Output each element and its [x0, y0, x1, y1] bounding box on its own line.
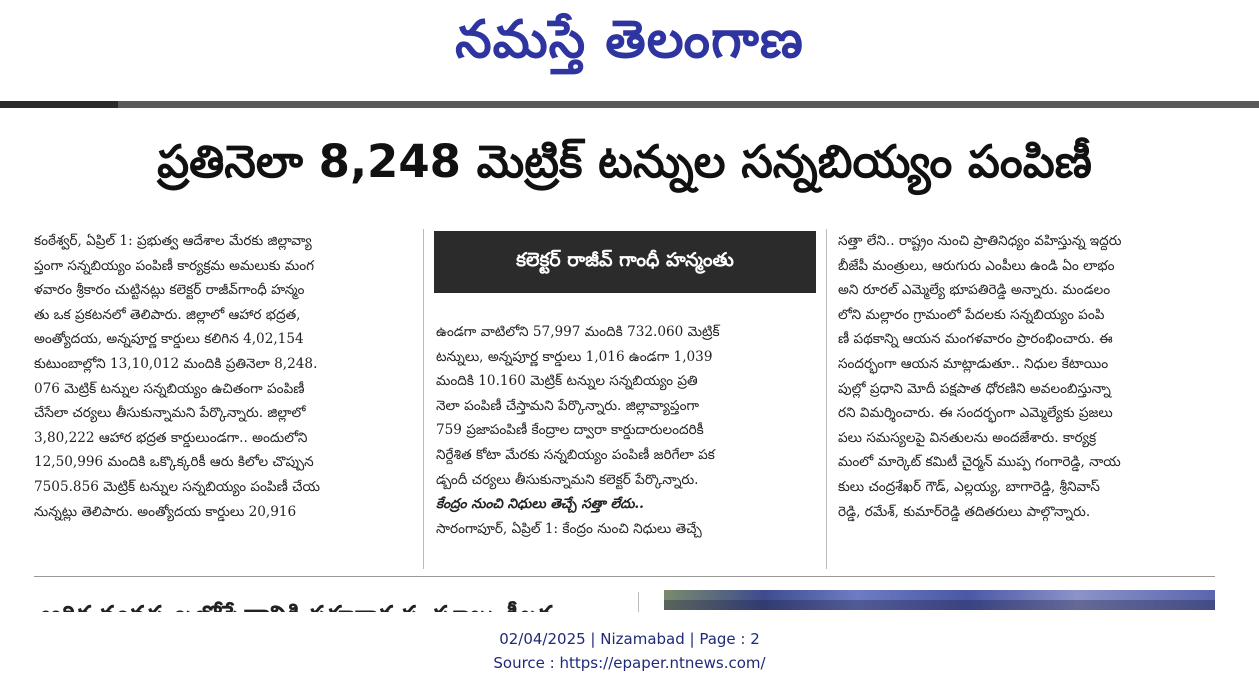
article-line: పుల్లో ప్రధాని మోదీ పక్షపాత ధోరణిని అవలంబిస్తున్నా [838, 380, 1111, 397]
masthead [0, 0, 1259, 100]
article-line: తు ఒక ప్రకటనలో తెలిపారు. జిల్లాలో ఆహార భద్రత, [34, 306, 301, 323]
column-divider-2 [826, 229, 827, 569]
article-line: సారంగాపూర్, ఏప్రిల్ 1: కేంద్రం నుంచి నిధులు తెచ్చే [436, 520, 702, 537]
masthead-rule [0, 101, 1259, 108]
article-line: ణీ పథకాన్ని ఆయన మంగళవారం ప్రారంభించారు. ఈ [838, 331, 1113, 348]
column-divider-1 [423, 229, 424, 569]
article-line: పలు సమస్యలపై వినతులను అందజేశారు. కార్యక్ర [838, 429, 1097, 446]
page-footer [0, 612, 1259, 690]
next-article-headline [40, 596, 630, 610]
masthead-rule-accent [0, 101, 118, 108]
article-line: అని రూరల్ ఎమ్మెల్యే భూపతిరెడ్డి అన్నారు. మండలం [838, 282, 1111, 299]
article-line: ప్తంగా సన్నబియ్యం పంపిణీ కార్యక్రమ అమలుకు మంగ [34, 257, 315, 274]
article-column-2 [436, 320, 812, 541]
article-line: నెలా పంపిణీ చేస్తామని పేర్కొన్నారు. జిల్లావ్యాప్తంగా [436, 397, 699, 414]
article-line: 759 ప్రజాపంపిణీ కేంద్రాల ద్వారా కార్డుదారులందరికీ [436, 422, 704, 439]
article-line: నున్నట్లు తెలిపారు. అంత్యోదయ కార్డులు 20,916 [34, 503, 297, 520]
article-line: ఉండగా వాటిలోని 57,997 మందికి 732.060 మెట్రిక్ [436, 324, 720, 340]
article-column-1 [34, 229, 410, 524]
article-line: అంత్యోదయ, అన్నపూర్ణ కార్డులు కలిగిన 4,02,154 [34, 331, 304, 348]
article-line: డ్బందీ చర్యలు తీసుకున్నామని కలెక్టర్ పేర్కొన్నారు. [436, 471, 699, 488]
article-line: 7505.856 మెట్రిక్ టన్నుల సన్నబియ్యం పంపిణీ చేయ [34, 478, 320, 495]
newspaper-logo-title: నమస్తే తెలంగాణ [455, 9, 804, 70]
article-line: టన్నులు, అన్నపూర్ణ కార్డులు 1,016 ఉండగా 1,039 [436, 348, 713, 365]
bottom-divider [638, 592, 639, 612]
article-line: కులు చంద్రశేఖర్ గౌడ్, ఎల్లయ్య, బాగారెడ్డి, శ్రీనివాస్ [838, 478, 1100, 495]
article-line: చేసేలా చర్యలు తీసుకున్నామని పేర్కొన్నారు. జిల్లాలో [34, 405, 306, 422]
article-column-3 [838, 229, 1214, 524]
article-line: 3,80,222 ఆహార భద్రత కార్డులుండగా.. అందులోని [34, 429, 308, 446]
article-line: రని విమర్శించారు. ఈ సందర్భంగా ఎమ్మెల్యేకు ప్రజలు [838, 405, 1113, 422]
article-line: ళవారం శ్రీకారం చుట్టినట్లు కలెక్టర్ రాజీవ్‌గాంధీ హన్మం [34, 282, 305, 299]
article-line: 076 మెట్రిక్ టన్నుల సన్నబియ్యం ఉచితంగా పంపిణీ [34, 380, 305, 397]
article-headline: ప్రతినెలా 8,248 మెట్రిక్ టన్నుల సన్నబియ్యం పంపిణీ [157, 135, 1092, 188]
article-line: కంఠేశ్వర్, ఏప్రిల్ 1: ప్రభుత్వ ఆదేశాల మేరకు జిల్లావ్యా [34, 233, 312, 249]
article-line: మంలో మార్కెట్ కమిటీ చైర్మన్ ముప్ప గంగారెడ్డి, నాయ [838, 454, 1121, 471]
article-bottom-rule [34, 576, 1215, 577]
article-line: మందికి 10.160 మెట్రిక్ టన్నుల సన్నబియ్యం ప్రతి [436, 373, 698, 390]
article-line: కుటుంబాల్లోని 13,10,012 మందికి ప్రతినెలా 8,248. [34, 355, 318, 372]
article-line: బీజేపీ మంత్రులు, ఆరుగురు ఎంపీలు ఉండి ఏం లాభం [838, 257, 1115, 274]
article-subhead: కలెక్టర్ రాజీవ్ గాంధీ హన్మంతు [434, 231, 816, 293]
article-line: సత్తా లేని.. రాష్ట్రం నుంచి ప్రాతినిధ్యం వహిస్తున్న ఇద్దరు [838, 233, 1122, 249]
news-photo [664, 590, 1215, 610]
source-link[interactable]: Source : https://epaper.ntnews.com/ [493, 654, 766, 672]
article-line: లోని మల్లారం గ్రామంలో పేదలకు సన్నబియ్యం పంపి [838, 306, 1105, 323]
headline-block [34, 125, 1215, 209]
news-photo-shade [664, 600, 1215, 610]
column-subheading: కేంద్రం నుంచి నిధులు తెచ్చే సత్తా లేదు.. [436, 496, 644, 513]
edition-info: 02/04/2025 | Nizamabad | Page : 2 [499, 630, 760, 648]
article-line: నిర్దేశిత కోటా మేరకు సన్నబియ్యం పంపిణీ జరిగేలా పక [436, 446, 715, 463]
article-line: రెడ్డి, రమేశ్, కుమార్‌రెడ్డి తదితరులు పాల్గొన్నారు. [838, 503, 1091, 520]
article-line: 12,50,996 మందికి ఒక్కొక్కరికీ ఆరు కిలోల చొప్పున [34, 454, 314, 471]
article-line: సందర్భంగా ఆయన మాట్లాడుతూ.. నిధుల కేటాయిం [838, 355, 1109, 372]
